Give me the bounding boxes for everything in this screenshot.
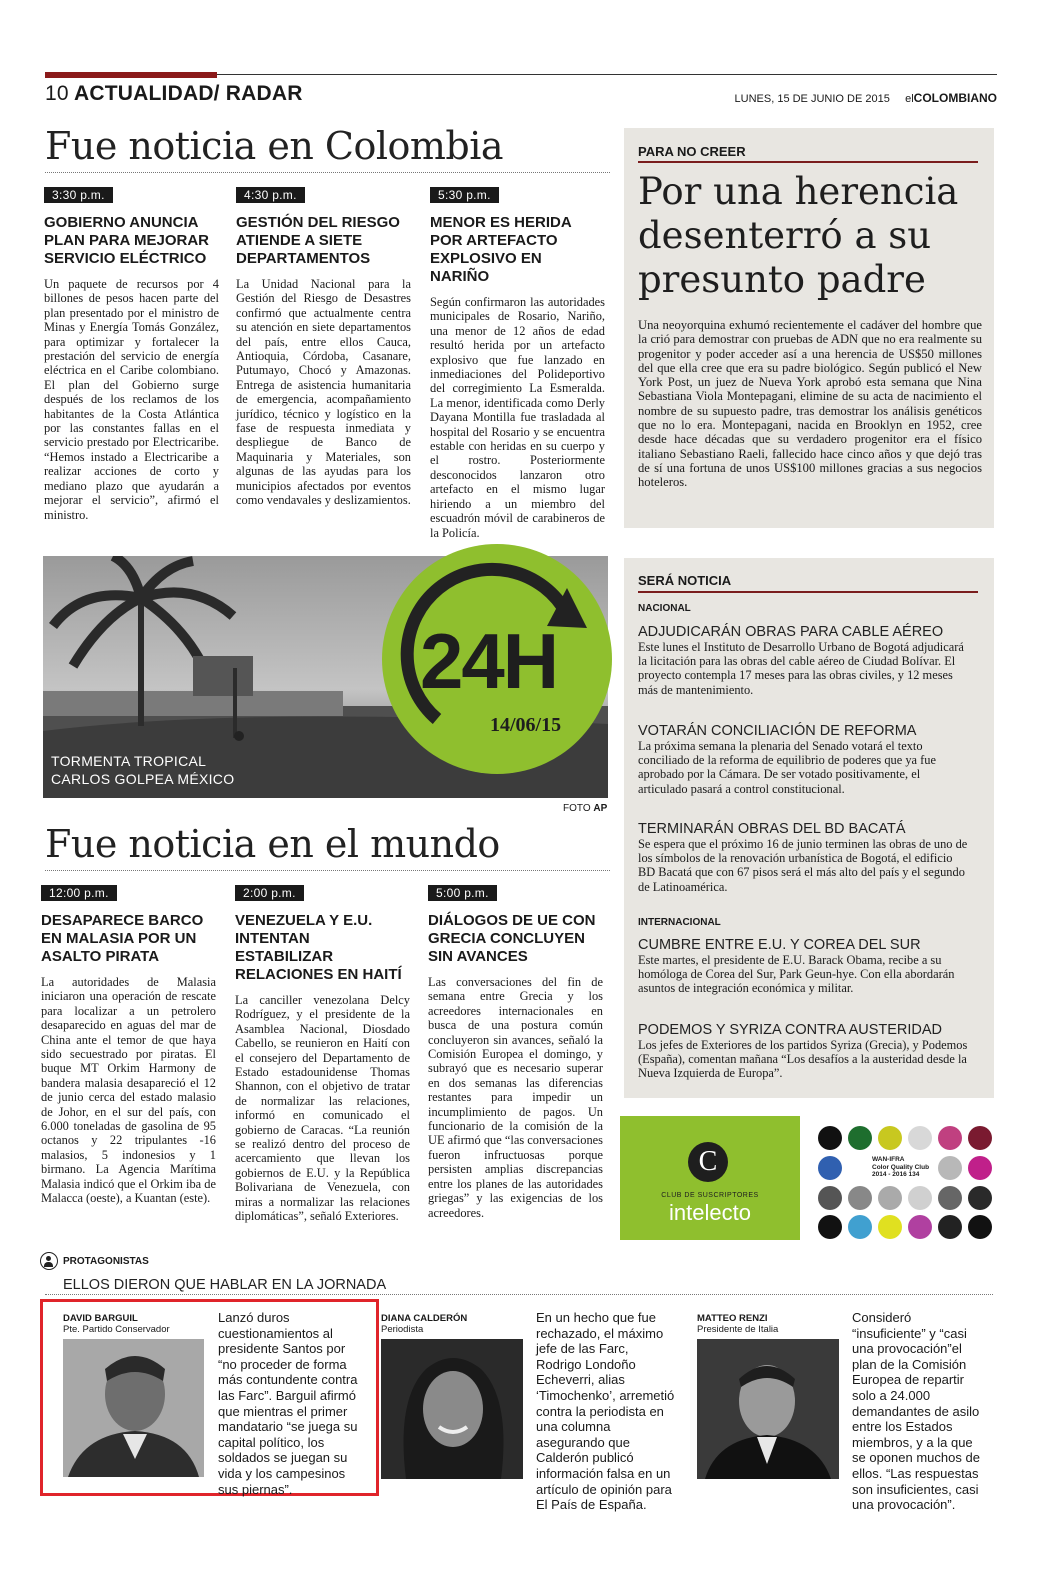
para-no-creer-box xyxy=(624,128,994,528)
protagonist-text: En un hecho que fue rechazado, el máximo jefe de las Farc, Rodrigo Londoño Echeverri, alias ‘Timochenko’, arremetió contra la periodista en una columna asegurando que Calderón publicó información falsa en un artículo de opinión para El País de España. xyxy=(536,1310,675,1513)
sera-noticia-item xyxy=(638,624,968,697)
item-headline: VOTARÁN CONCILIACIÓN DE REFORMA xyxy=(638,723,917,739)
mundo-news-2 xyxy=(235,882,410,1224)
item-body: Los jefes de Exteriores de los partidos Syriza (Grecia), y Podemos (España), comentan mañana “Los desafíos a la austeridad desde la Nueva Izquierda de Europa”. xyxy=(638,1038,968,1081)
sera-noticia-item xyxy=(638,723,968,796)
protagonist-name: DAVID BARGUIL xyxy=(63,1313,138,1324)
colombia-section-title: Fue noticia en Colombia xyxy=(45,124,504,168)
news-body: Un paquete de recursos por 4 billones de pesos hacen parte del plan presentado por el ministro de Minas y Energía Tomás González, para optimizar y fortalecer la prestación del servicio de energía eléctrica en el Caribe colombiano. El plan del Gobierno surge después de los reclamos de los habitantes de la Costa Atlántica por las constantes fallas en el servicio prestado por Electricaribe. “Hemos instado a Electricaribe a realizar acciones de corto y mediano plazo que ayudarán a mejorar el servicio”, afirmó el ministro. xyxy=(44,277,219,522)
internacional-label: INTERNACIONAL xyxy=(638,917,721,928)
item-headline: ADJUDICARÁN OBRAS PARA CABLE AÉREO xyxy=(638,624,944,640)
time-badge: 12:00 p.m. xyxy=(41,885,117,901)
mundo-news-1 xyxy=(41,882,216,1206)
section-name: ACTUALIDAD/ xyxy=(74,82,220,105)
club-label: CLUB DE SUSCRIPTORES xyxy=(661,1192,759,1199)
color-swatch-grid xyxy=(814,1124,994,1242)
item-headline: CUMBRE ENTRE E.U. Y COREA DEL SUR xyxy=(638,937,921,953)
color-quality-swatches xyxy=(814,1124,994,1242)
divider xyxy=(45,1294,993,1295)
nacional-label: NACIONAL xyxy=(638,603,691,614)
portrait-image xyxy=(381,1339,523,1479)
news-body: La canciller venezolana Delcy Rodríguez, y el presidente de la Asamblea Nacional, Diosdado Cabello, se reunieron en Haití con el consejero del Departamento de Estado estadounidense Thomas Shannon, con el objetivo de tratar de normalizar las relaciones, informó en comunicado el gobierno de Caracas. “La reunión se realizó dentro del proceso de acercamiento que llevan los gobiernos de E.U. y la República Bolivariana de Venezuela, con miras a normalizar las relaciones diplomáticas”, señaló Exteriores. xyxy=(235,993,410,1224)
news-body: La autoridades de Malasia iniciaron una operación de rescate para localizar a un petrolero desaparecido en aguas del mar de China ante el temor de que haya sido secuestrado por piratas. El buque MT Orkim Harmony de bandera malasia desapareció el 12 de junio cerca del estado malasio de Johor, en el sur del país, con 6.000 toneladas de gasolina de 95 octanos y 22 tripulantes -16 malasios, 5 indonesios y 1 birmano. La Agencia Marítima Malasia indicó que el Orkim iba de Malacca (oeste), a Kuantan (este). xyxy=(41,975,216,1206)
time-badge: 4:30 p.m. xyxy=(236,187,305,203)
protagonist-photo xyxy=(381,1339,523,1479)
box-kicker: PARA NO CREER xyxy=(638,144,746,159)
header-accent-bar xyxy=(45,72,217,78)
news-headline: GOBIERNO ANUNCIA PLAN PARA MEJORAR SERVICIO ELÉCTRICO xyxy=(44,214,210,267)
colombia-news-2 xyxy=(236,184,411,508)
news-headline: VENEZUELA Y E.U. INTENTAN ESTABILIZAR RELACIONES EN HAITÍ xyxy=(235,912,402,983)
protagonistas-label: PROTAGONISTAS xyxy=(63,1256,149,1267)
person-icon xyxy=(40,1252,58,1270)
protagonist-role: Presidente de Italia xyxy=(697,1324,779,1335)
sera-noticia-item xyxy=(638,937,968,996)
colombia-news-3 xyxy=(430,184,605,540)
news-headline: DESAPARECE BARCO EN MALASIA POR UN ASALTO PIRATA xyxy=(41,912,204,965)
brand-logo: elCOLOMBIANO xyxy=(905,91,997,105)
club-suscriptores-ad[interactable] xyxy=(620,1116,800,1240)
club-brand: intelecto xyxy=(669,1200,751,1225)
news-body: Las conversaciones del fin de semana entre Grecia y los acreedores internacionales en busca de una postura común concluyeron sin avances, señaló la Comisión Europea el domingo, y subrayó que es necesario superar en dos semanas las diferencias restantes para impedir un incumplimiento de pagos. Un funcionario de la comisión de la UE afirmó que “las conversaciones fueron infructuosas porque persisten amplias discrepancias entre los planes de las autoridades griegas” y las exigencias de los acreedores. xyxy=(428,975,603,1220)
news-body: La Unidad Nacional para la Gestión del Riesgo de Desastres confirmó que actualmente centra su atención en siete departamentos del país, entre ellos Cauca, Antioquia, Córdoba, Casanare, Putumayo, Chocó y Amazonas. Entrega de asistencia humanitaria de emergencia, acompañamiento jurídico, técnico y logístico en la fase de respuesta inmediata y despliegue de Banco de Maquinaria y Materiales, son algunas de las ayudas para los municipios afectados por eventos como vendavales y deslizamientos. xyxy=(236,277,411,508)
badge-date: 14/06/15 xyxy=(490,714,562,736)
news-headline: GESTIÓN DEL RIESGO ATIENDE A SIETE DEPARTAMENTOS xyxy=(236,214,400,267)
news-headline: MENOR ES HERIDA POR ARTEFACTO EXPLOSIVO EN NARIÑO xyxy=(430,214,572,285)
item-headline: TERMINARÁN OBRAS DEL BD BACATÁ xyxy=(638,821,906,837)
news-headline: DIÁLOGOS DE UE CON GRECIA CONCLUYEN SIN AVANCES xyxy=(428,912,596,965)
protagonist-text: Consideró “insuficiente” y “casi una provocación”el plan de la Comisión Europea de repartir solo a 24.000 demandantes de asilo entre los Estados miembros, y a la que se oponen muchos de ellos. “Las respuestas son insuficientes, casi una provocación”. xyxy=(852,1310,980,1513)
sera-noticia-item xyxy=(638,1022,968,1081)
feature-body: Una neoyorquina exhumó recientemente el cadáver del hombre que la crió para demostrar con pruebas de ADN que no era realmente su progenitor y poder acceder así a una herencia de US$50 millones del que ella cree que era su padre biológico. Según publicó el New York Post, un juez de Nueva York aprobó esta semana que Nina Sebastiana Viola Montepagani, elimine de su acta de nacimiento el nombre de su supuesto padre, tras demostrar los análisis genéticos que no lo era. Montepagani, nacida en Brooklyn en 1952, cree desde hace décadas que su verdadero progenitor era el físico italiano Sebastiano Raeli, fallecido hace cinco años y que dejó tras de sí una fortuna de unos US$100 millones gracias a sus negocios hoteleros. xyxy=(638,318,982,490)
time-badge: 3:30 p.m. xyxy=(44,187,113,203)
box-kicker: SERÁ NOTICIA xyxy=(638,573,732,588)
header-meta xyxy=(735,91,997,105)
feature-headline: Por una herencia desenterró a su presunto padre xyxy=(638,170,959,301)
divider xyxy=(45,870,610,871)
subsection-name: RADAR xyxy=(225,82,303,105)
protagonist-name: DIANA CALDERÓN xyxy=(381,1313,468,1324)
photo-credit: FOTO AP xyxy=(563,803,608,814)
protagonist-photo xyxy=(697,1339,839,1479)
photo-caption: TORMENTA TROPICAL CARLOS GOLPEA MÉXICO xyxy=(51,753,235,787)
time-badge: 5:30 p.m. xyxy=(430,187,499,203)
item-body: Este lunes el Instituto de Desarrollo Urbano de Bogotá adjudicará la licitación para las obras del cable aéreo de Ciudad Bolívar. El proyecto contempla 17 meses para las obras civiles, y 12 meses más de mantenimiento. xyxy=(638,640,964,697)
item-body: Este martes, el presidente de E.U. Barack Obama, recibe a su homóloga de Corea del Sur, Park Geun-hye. Con ella abordarán asuntos de integración económica y militar. xyxy=(638,953,955,996)
kicker-rule xyxy=(638,161,978,163)
page-number: 10 xyxy=(45,82,69,105)
issue-date: LUNES, 15 DE JUNIO DE 2015 xyxy=(734,93,890,105)
mundo-section-title: Fue noticia en el mundo xyxy=(45,822,500,866)
header-rule xyxy=(217,74,997,75)
section-header xyxy=(45,82,303,106)
time-badge: 2:00 p.m. xyxy=(235,885,304,901)
colombia-news-1 xyxy=(44,184,219,522)
item-body: La próxima semana la plenaria del Senado votará el texto conciliado de la reforma de equilibrio de poderes que ya fue aprobado por la Cámara. De ser votado positivamente, el articulado pasará a control constitucional. xyxy=(638,739,936,796)
protagonist-role: Pte. Partido Conservador xyxy=(63,1324,170,1335)
protagonistas-subtitle: ELLOS DIERON QUE HABLAR EN LA JORNADA xyxy=(63,1277,387,1293)
divider xyxy=(45,172,610,173)
club-logo-icon: C xyxy=(688,1142,728,1182)
sera-noticia-item xyxy=(638,821,968,894)
badge-24h-text: 24H xyxy=(420,617,558,705)
protagonist-role: Periodista xyxy=(381,1324,424,1335)
mundo-news-3 xyxy=(428,882,603,1220)
24h-badge xyxy=(382,544,612,774)
protagonist-name: MATTEO RENZI xyxy=(697,1313,768,1324)
time-badge: 5:00 p.m. xyxy=(428,885,497,901)
protagonist-text: Lanzó duros cuestionamientos al presidente Santos por “no proceder de forma más contundente contra las Farc”. Barguil afirmó que mientras el primer mandatario “se juega su capital político, los soldados se juegan su vida y los campesinos sus piernas”. xyxy=(218,1310,358,1497)
news-body: Según confirmaron las autoridades municipales de Rosario, Nariño, una menor de 12 años de edad resultó herida por un artefacto explosivo que fue lanzado en inmediaciones del Polideportivo del corregimiento La Esmeralda. La menor, identificada como Derly Dayana Montilla fue trasladada al hospital del Rosario y se encuentra estable con heridas en su cuerpo y el rostro. Posteriormente desconocidos lanzaron otro artefacto en el mismo lugar hiriendo a un miembro del escuadrón móvil de carabineros de la Policía. xyxy=(430,295,605,540)
protagonist-photo xyxy=(63,1339,204,1477)
item-body: Se espera que el próximo 16 de junio terminen las obras de uno de los símbolos de la renovación urbanística de Bogotá, el edificio BD Bacatá que con 67 pisos será el más alto del país y el segundo de Latinoamérica. xyxy=(638,837,968,894)
item-headline: PODEMOS Y SYRIZA CONTRA AUSTERIDAD xyxy=(638,1022,943,1038)
wan-ifra-label: WAN-IFRA Color Quality Club 2014 - 2016 134 xyxy=(872,1156,930,1178)
kicker-rule xyxy=(638,591,978,593)
portrait-image xyxy=(697,1339,839,1479)
sera-noticia-box xyxy=(624,558,994,1098)
portrait-image xyxy=(63,1339,204,1477)
